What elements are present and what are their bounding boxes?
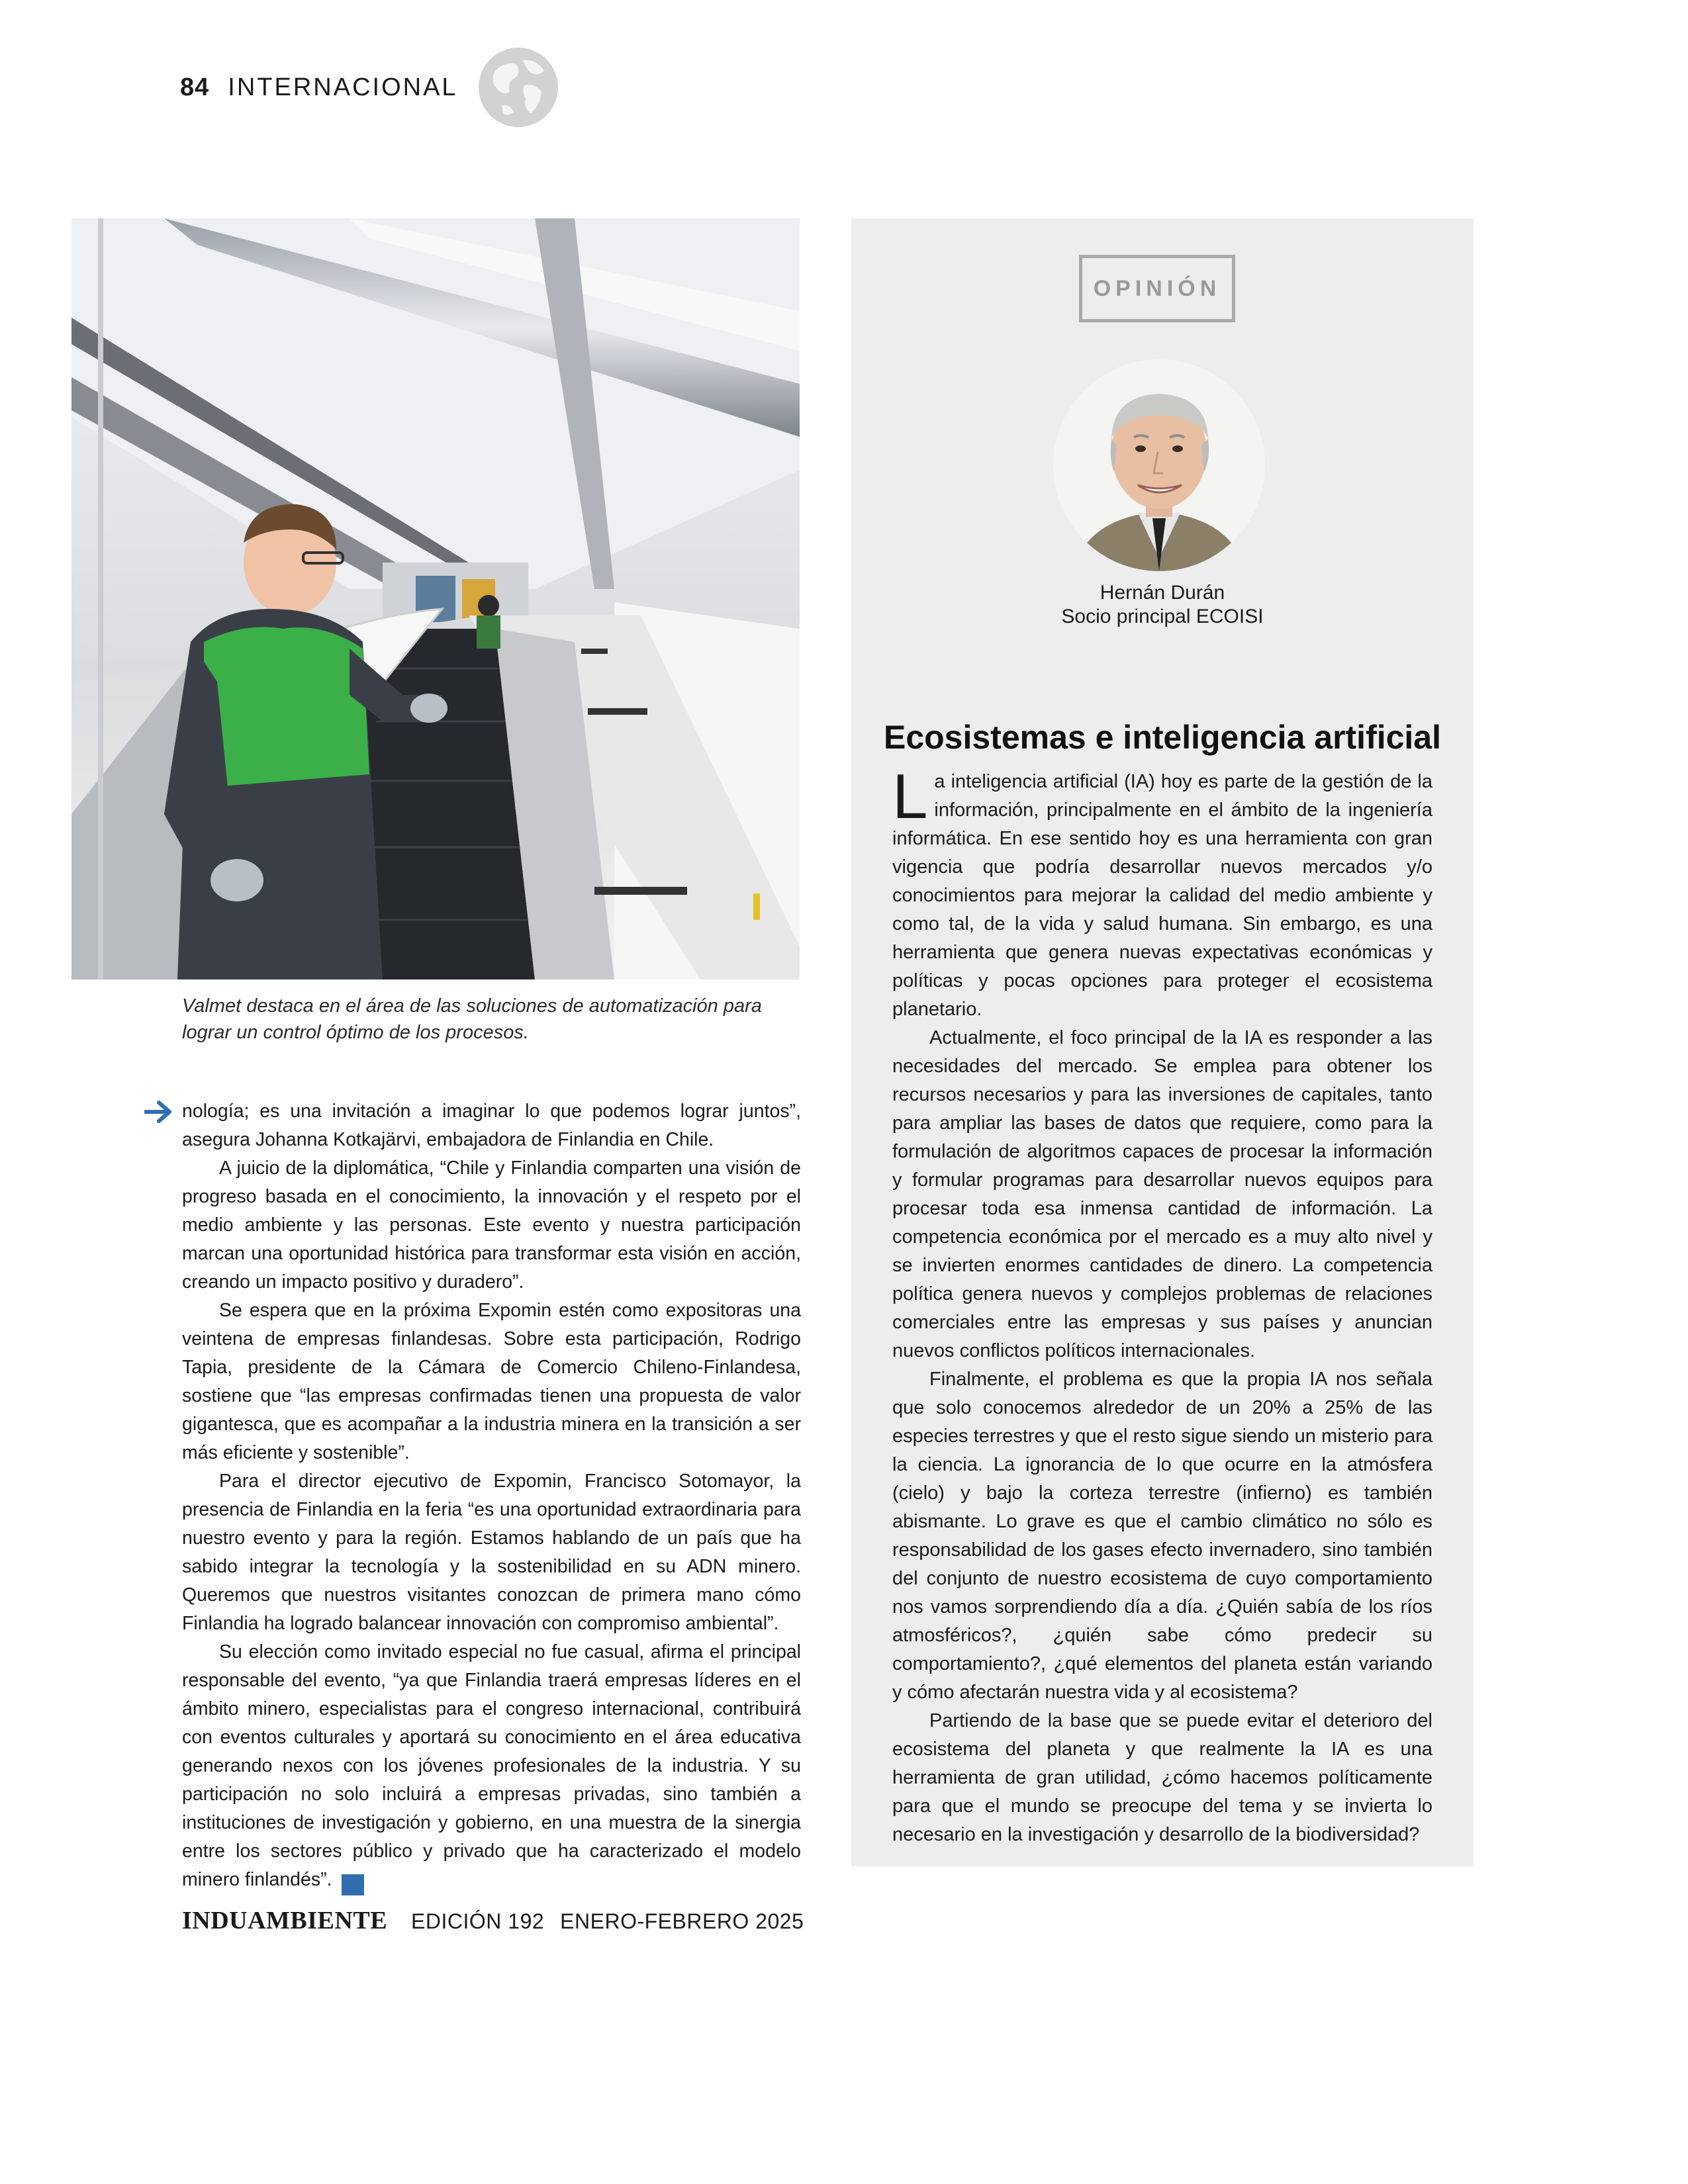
author-role: Socio principal ECOISI bbox=[1061, 606, 1264, 627]
opinion-title: Ecosistemas e inteligencia artificial bbox=[883, 719, 1442, 756]
opinion-body bbox=[892, 761, 1432, 1849]
left-paragraph-text: Su elección como invitado especial no fue casual, afirma el principal responsable del evento, “ya que Finlandia traerá empresas líderes en el ámbito minero, especialistas para el congreso internacional, contribuirá con eventos culturales y aportará su conocimiento en el área educativa generando nexos con los jóvenes profesionales de la industria. Y su participación no solo incluirá a empresas privadas, sino también a instituciones de investigación y gobierno, en una muestra de la sinergia entre los sectores público y privado que ha caracterizado el modelo minero finlandés”. bbox=[182, 1641, 801, 1890]
edition-number: EDICIÓN 192 bbox=[411, 1909, 545, 1933]
magazine-logo: INDUAMBIENTE bbox=[182, 1907, 388, 1934]
page-footer bbox=[182, 1906, 804, 1935]
opinion-column bbox=[851, 218, 1474, 1866]
end-badge-icon: IA bbox=[342, 1874, 364, 1895]
opinion-paragraph: Partiendo de la base que se puede evitar el deterioro del ecosistema del planeta y que realmente la IA es una herramienta de gran utilidad, ¿cómo hacemos políticamente para que el mundo se preocupe del tema y se invierta lo necesario en la investigación y desarrollo de la biodiversidad? bbox=[892, 1710, 1432, 1845]
opinion-paragraph: Finalmente, el problema es que la propia IA nos señala que solo conocemos alrededor de un 20% a 25% de las especies terrestres y que el resto sigue siendo un misterio para la ciencia. La ignorancia de lo que ocurre en la atmósfera (cielo) y bajo la corteza terrestre (infierno) es también abismante. Lo grave es que el cambio climático no sólo es responsabilidad de los gases efecto invernadero, sino también del conjunto de nuestro ecosistema de cuyo comportamiento nos vamos sorprendiendo día a día. ¿Quién sabía de los ríos atmosféricos?, ¿quién sabe cómo predecir su comportamiento?, ¿qué elementos del planeta están variando y cómo afectarán nuestra vida y al ecosistema? bbox=[892, 1369, 1432, 1703]
left-paragraph: Para el director ejecutivo de Expomin, Francisco Sotomayor, la presencia de Finlandia en la feria “es una oportunidad extraordinaria para nuestro evento y para la región. Estamos hablando de un país que ha sabido integrar la tecnología y la sostenibilidad en su ADN minero. Queremos que nuestros visitantes conozcan de primera mano cómo Finlandia ha logrado balancear innovación con compromiso ambiental”. bbox=[182, 1471, 801, 1634]
left-paragraph: A juicio de la diplomática, “Chile y Finlandia comparten una visión de progreso basada en el conocimiento, la innovación y el respeto por el medio ambiente y las personas. Este evento y nuestra participación marcan una oportunidad histórica para transformar esta visión en acción, creando un impacto positivo y duradero”. bbox=[182, 1158, 801, 1293]
opinion-paragraph: Actualmente, el foco principal de la IA es responder a las necesidades del mercado. Se emplea para obtener los recursos necesarios y para las inversiones de capitales, tanto para ampliar las bases de datos que requiere, como para la formulación de algoritmos capaces de procesar la información y formular programas para desarrollar nuevos equipos para procesar toda esa inmensa cantidad de información. La competencia económica por el mercado es a muy alto nivel y se invierten enormes cantidades de dinero. La competencia política genera nuevos y complejos problemas de relaciones comerciales entre las empresas y sus países y anuncian nuevos conflictos políticos internacionales. bbox=[892, 1027, 1432, 1361]
dropcap: L bbox=[892, 761, 928, 832]
article-photo bbox=[71, 218, 800, 979]
section-label: INTERNACIONAL bbox=[228, 73, 458, 101]
edition-date: ENERO-FEBRERO 2025 bbox=[560, 1909, 804, 1933]
author-name: Hernán Durán bbox=[1100, 582, 1225, 604]
page-header bbox=[180, 54, 561, 120]
globe-icon bbox=[475, 44, 561, 130]
page-number: 84 bbox=[180, 73, 210, 101]
opinion-paragraph-first bbox=[892, 761, 1432, 1024]
continuation-arrow-icon bbox=[144, 1099, 173, 1125]
author-portrait bbox=[1053, 359, 1265, 571]
left-paragraph-last bbox=[182, 1638, 801, 1895]
left-paragraph: nología; es una invitación a imaginar lo que podemos lograr juntos”, asegura Johanna Kotkajärvi, embajadora de Finlandia en Chile. bbox=[182, 1101, 801, 1150]
opinion-tag: OPINIÓN bbox=[1079, 255, 1235, 322]
left-article-body bbox=[182, 1097, 801, 1895]
left-paragraph: Se espera que en la próxima Expomin estén como expositoras una veintena de empresas finlandesas. Sobre esta participación, Rodrigo Tapia, presidente de la Cámara de Comercio Chileno-Finlandesa, sostiene que “las empresas confirmadas tienen una propuesta de valor gigantesca, que es acompañar a la industria minera en la transición a ser más eficiente y sostenible”. bbox=[182, 1300, 801, 1463]
photo-caption: Valmet destaca en el área de las soluciones de automatización para lograr un control óptimo de los procesos. bbox=[182, 995, 762, 1043]
opinion-paragraph-text: a inteligencia artificial (IA) hoy es parte de la gestión de la información, principalmente en el ámbito de la ingeniería informática. En ese sentido hoy es una herramienta con gran vigencia que podría desarrollar nuevos mercados y/o conocimientos para mejorar la calidad del medio ambiente y como tal, de la vida y salud humana. Sin embargo, es una herramienta que genera nuevas expectativas económicas y políticas y pocas opciones para proteger el ecosistema planetario. bbox=[892, 771, 1432, 1020]
